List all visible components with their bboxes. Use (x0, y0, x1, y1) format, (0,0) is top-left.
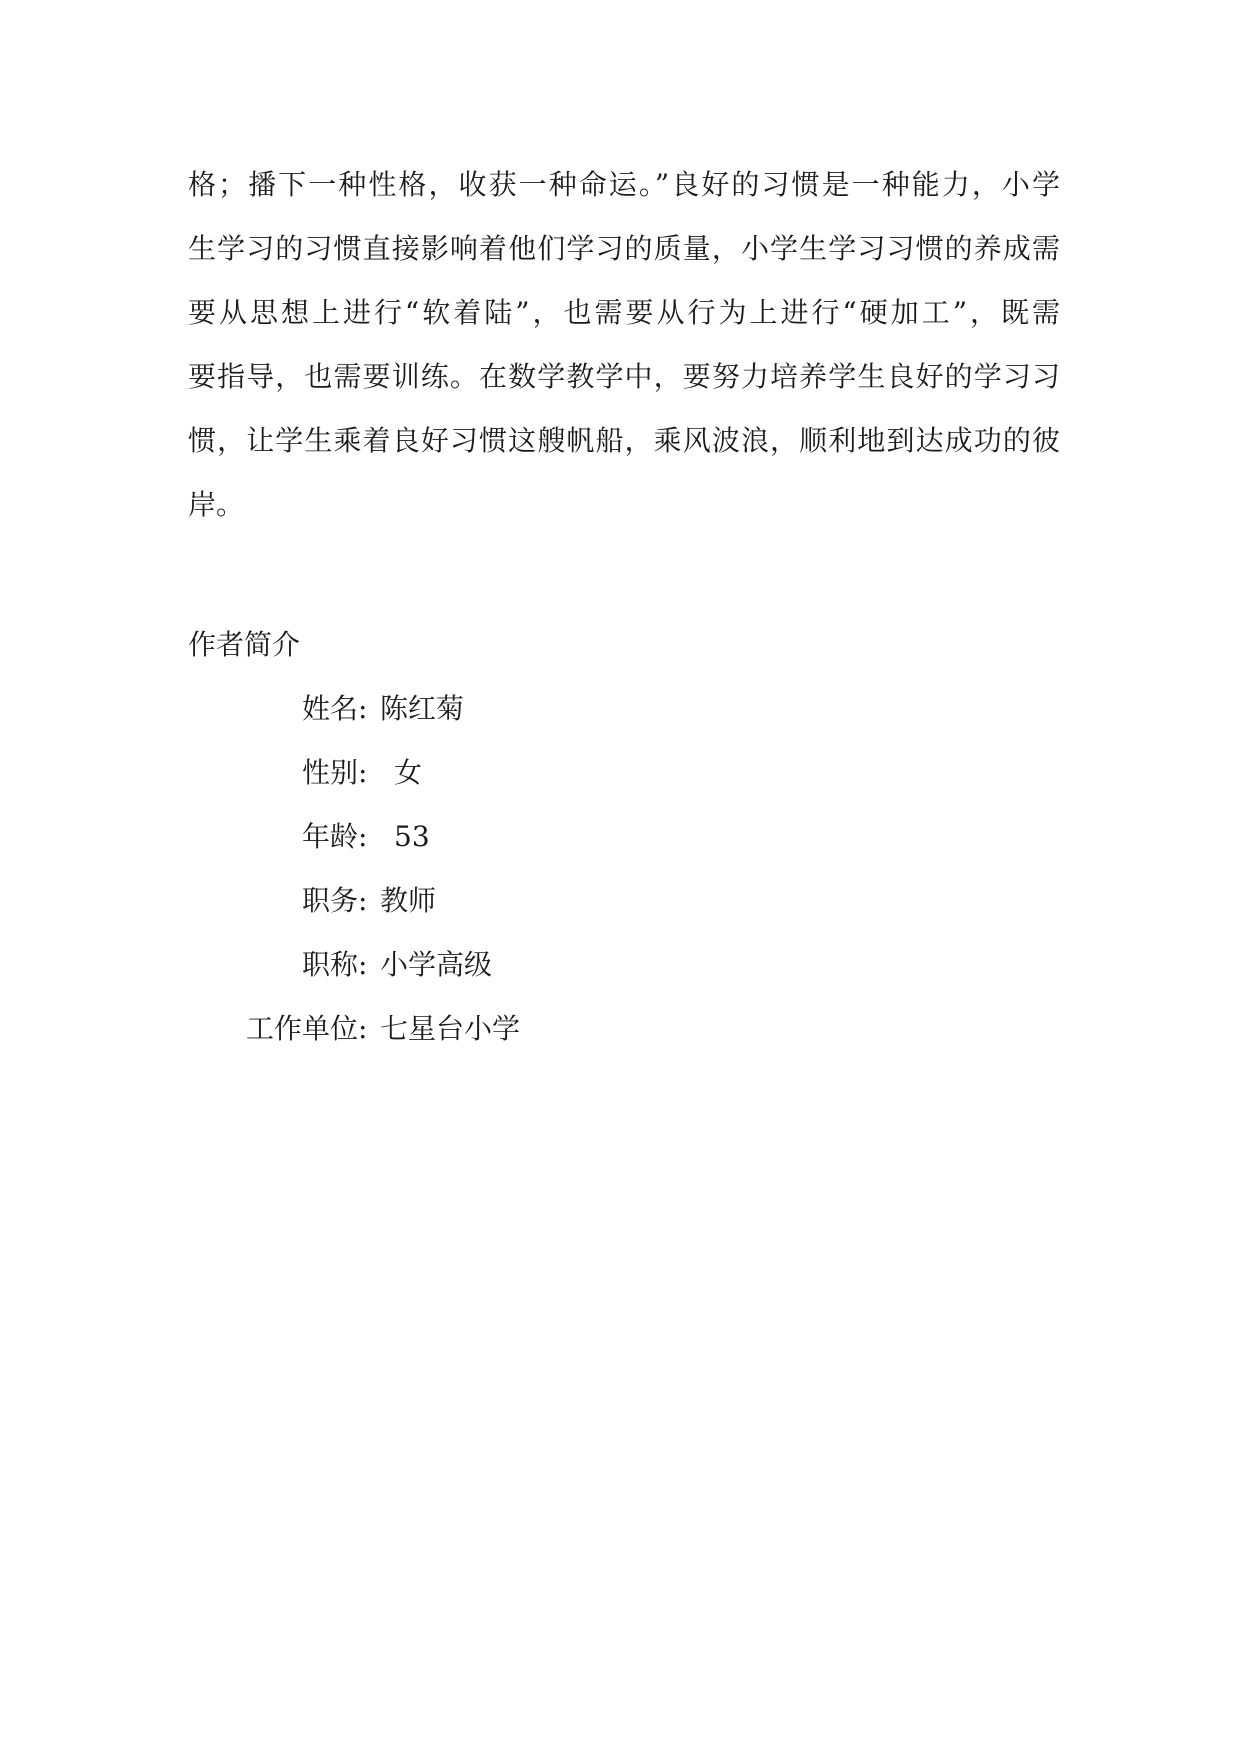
paragraph-line: 格；播下一种性格，收获一种命运。”良好的习惯是一种能力，小学 (188, 168, 1060, 201)
bio-label: 性别 (301, 756, 358, 789)
bio-separator: : (358, 948, 368, 981)
bio-row-workplace (188, 1004, 888, 1068)
bio-row-gender (188, 748, 888, 812)
bio-label: 年龄 (301, 820, 358, 853)
bio-row-age (188, 812, 888, 876)
bio-value: 女 (394, 756, 423, 789)
bio-label: 职务 (301, 884, 358, 917)
paragraph-line: 生学习的习惯直接影响着他们学习的质量，小学生学习习惯的养成需 (188, 232, 1060, 265)
bio-separator: : (358, 884, 368, 917)
paragraph-line: 惯，让学生乘着良好习惯这艘帆船，乘风波浪，顺利地到达成功的彼 (188, 424, 1060, 457)
bio-value: 53 (394, 820, 430, 853)
bio-value: 小学高级 (380, 948, 493, 981)
bio-row-position (188, 876, 888, 940)
bio-value: 陈红菊 (380, 692, 465, 725)
author-bio-list (188, 684, 888, 1068)
paragraph-line: 要指导，也需要训练。在数学教学中，要努力培养学生良好的学习习 (188, 360, 1060, 393)
bio-value: 教师 (380, 884, 437, 917)
bio-label: 工作单位 (245, 1012, 358, 1045)
bio-label: 职称 (301, 948, 358, 981)
author-bio-heading: 作者简介 (188, 628, 301, 661)
bio-value: 七星台小学 (380, 1012, 521, 1045)
bio-separator: : (358, 756, 368, 789)
bio-separator: : (358, 1012, 368, 1045)
bio-separator: : (358, 692, 368, 725)
bio-row-name (188, 684, 888, 748)
bio-row-title (188, 940, 888, 1004)
body-paragraph (188, 160, 1060, 544)
bio-separator: : (358, 820, 368, 853)
paragraph-line: 要从思想上进行“软着陆”，也需要从行为上进行“硬加工”，既需 (188, 296, 1060, 329)
bio-label: 姓名 (301, 692, 358, 725)
paragraph-line: 岸。 (188, 488, 245, 521)
